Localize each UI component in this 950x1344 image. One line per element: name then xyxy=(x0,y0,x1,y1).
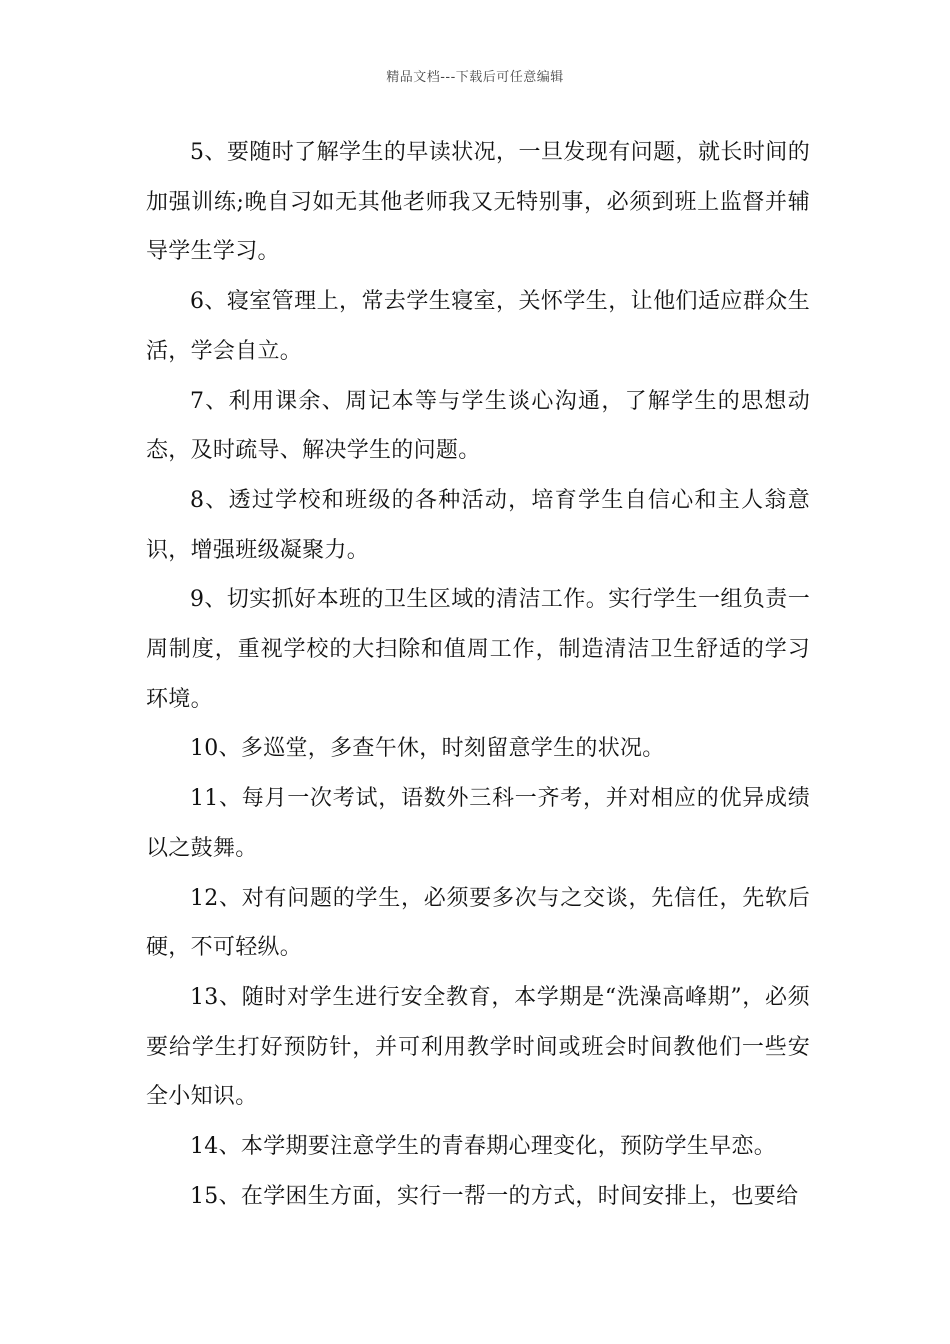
paragraph-9: 9、切实抓好本班的卫生区域的清洁工作。实行学生一组负责一周制度，重视学校的大扫除和值周工作，制造清洁卫生舒适的学习环境。 xyxy=(146,587,810,712)
paragraph-10: 10、多巡堂，多查午休，时刻留意学生的状况。 xyxy=(190,736,665,762)
paragraph-15: 15、在学困生方面，实行一帮一的方式，时间安排上，也要给 xyxy=(190,1183,799,1209)
paragraph-11: 11、每月一次考试，语数外三科一齐考，并对相应的优异成绩以之鼓舞。 xyxy=(146,786,810,861)
paragraph-12: 12、对有问题的学生，必须要多次与之交谈，先信任，先软后硬，不可轻纵。 xyxy=(146,885,810,961)
paragraph-8: 8、透过学校和班级的各种活动，培育学生自信心和主人翁意识，增强班级凝聚力。 xyxy=(146,487,810,563)
page-header: 精品文档---下载后可任意编辑 xyxy=(386,70,564,85)
paragraph-5: 5、要随时了解学生的早读状况，一旦发现有问题，就长时间的加强训练;晚自习如无其他老师我又无特别事，必须到班上监督并辅导学生学习。 xyxy=(146,140,810,265)
paragraph-14: 14、本学期要注意学生的青春期心理变化，预防学生早恋。 xyxy=(190,1134,777,1160)
paragraph-13: 13、随时对学生进行安全教育，本学期是“洗澡高峰期”，必须要给学生打好预防针，并可利用教学时间或班会时间教他们一些安全小知识。 xyxy=(146,984,810,1110)
paragraph-6: 6、寝室管理上，常去学生寝室，关怀学生，让他们适应群众生活，学会自立。 xyxy=(146,289,810,364)
paragraph-7: 7、利用课余、周记本等与学生谈心沟通，了解学生的思想动态，及时疏导、解决学生的问题。 xyxy=(146,388,810,464)
document-body xyxy=(146,128,810,1221)
